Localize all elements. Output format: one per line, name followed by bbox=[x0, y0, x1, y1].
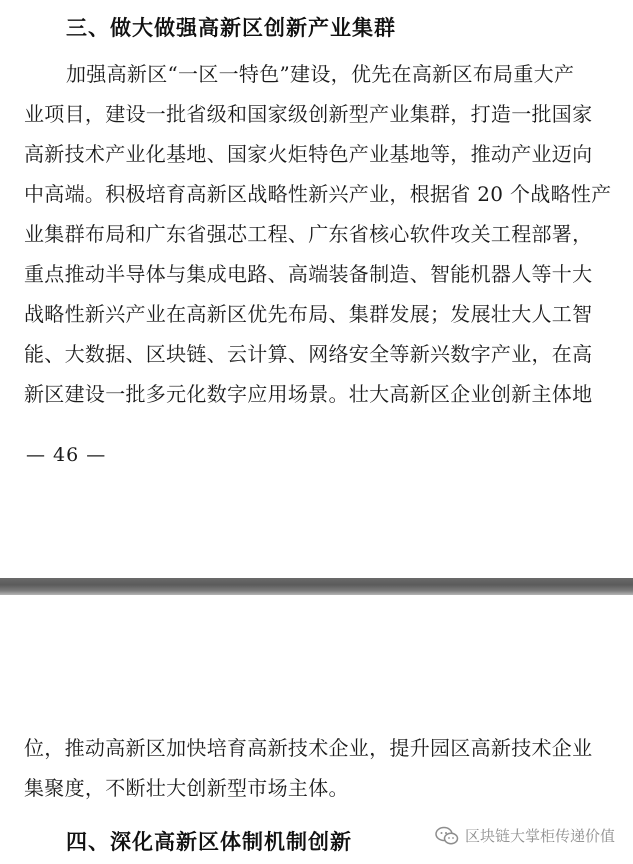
page-divider bbox=[0, 578, 633, 595]
paragraph-line: 中高端。积极培育高新区战略性新兴产业，根据省 20 个战略性产 bbox=[24, 182, 612, 206]
section-3-paragraph bbox=[24, 54, 614, 414]
watermark bbox=[435, 825, 615, 846]
wechat-icon bbox=[435, 826, 459, 846]
watermark-text: 区块链大掌柜传递价值 bbox=[464, 827, 615, 845]
paragraph-line: 业项目，建设一批省级和国家级创新型产业集群，打造一批国家 bbox=[24, 102, 593, 126]
section-heading-3: 三、做大做强高新区创新产业集群 bbox=[66, 16, 396, 40]
paragraph-line: 集聚度，不断壮大创新型市场主体。 bbox=[24, 776, 349, 800]
paragraph-line: 高新技术产业化基地、国家火炬特色产业基地等，推动产业迈向 bbox=[24, 142, 593, 166]
paragraph-line: 战略性新兴产业在高新区优先布局、集群发展；发展壮大人工智 bbox=[24, 302, 593, 326]
page-number: — 46 — bbox=[26, 444, 107, 466]
paragraph-line: 加强高新区“一区一特色”建设，优先在高新区布局重大产 bbox=[66, 62, 575, 86]
paragraph-line: 重点推动半导体与集成电路、高端装备制造、智能机器人等十大 bbox=[24, 262, 593, 286]
paragraph-line: 能、大数据、区块链、云计算、网络安全等新兴数字产业，在高 bbox=[24, 342, 593, 366]
paragraph-line: 新区建设一批多元化数字应用场景。壮大高新区企业创新主体地 bbox=[24, 382, 593, 406]
section-3-paragraph-continued bbox=[24, 728, 614, 808]
paragraph-line: 业集群布局和广东省强芯工程、广东省核心软件攻关工程部署， bbox=[24, 222, 593, 246]
paragraph-line: 位，推动高新区加快培育高新技术企业，提升园区高新技术企业 bbox=[24, 736, 593, 760]
section-heading-4: 四、深化高新区体制机制创新 bbox=[66, 830, 352, 854]
